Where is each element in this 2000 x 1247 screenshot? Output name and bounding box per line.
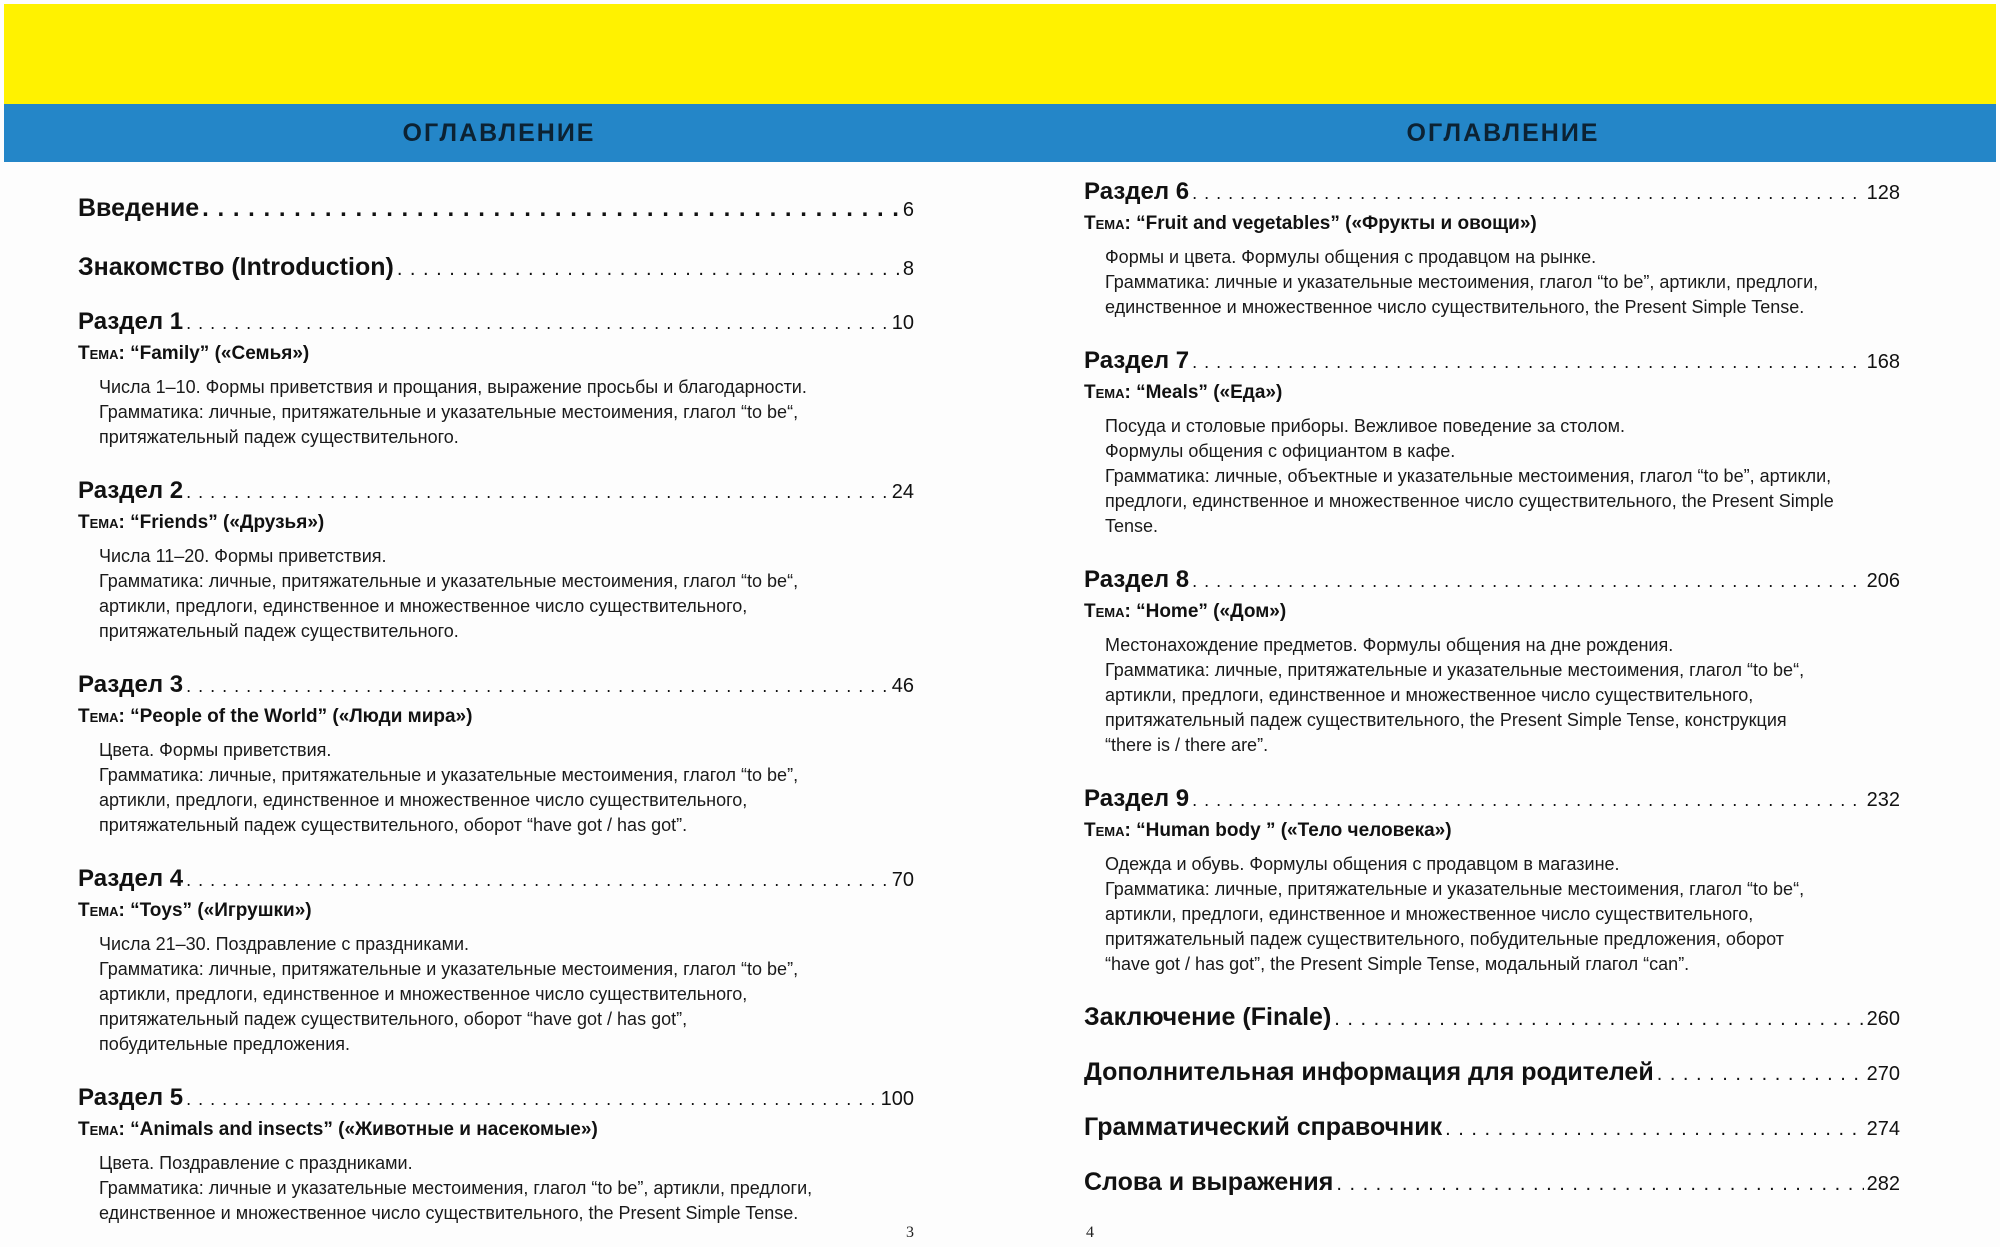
- theme-label: Тема:: [1084, 601, 1131, 622]
- description-line: “have got / has got”, the Present Simple Tense, модальный глагол “can”.: [1105, 954, 1690, 974]
- theme-text: “People of the World” («Люди мира»): [130, 706, 473, 727]
- description-line: Числа 21–30. Поздравление с праздниками.: [99, 934, 470, 954]
- section-title: Раздел 4: [78, 865, 184, 892]
- toc-section-6: [1084, 178, 1900, 320]
- section-title: Раздел 2: [78, 477, 184, 504]
- toc-section-heading[interactable]: [78, 671, 914, 699]
- section-description: [1105, 414, 1900, 539]
- theme-text: “Friends” («Друзья»): [130, 512, 325, 533]
- toc-entry-finale[interactable]: [1084, 1003, 1900, 1032]
- section-description: [99, 932, 914, 1057]
- description-line: Грамматика: личные, притяжательные и указательные местоимения, глагол “to be”,: [99, 765, 799, 785]
- description-line: Грамматика: личные, притяжательные и указательные местоимения, глагол “to be”,: [99, 959, 799, 979]
- toc-entry-title: Знакомство (Introduction): [78, 253, 394, 281]
- description-line: притяжательный падеж существительного, побудительные предложения, оборот: [1105, 929, 1785, 949]
- description-line: единственное и множественное число существительного, the Present Simple Tense.: [99, 1203, 799, 1223]
- toc-entry-acquaintance[interactable]: [78, 253, 914, 282]
- theme-text: “Animals and insects” («Животные и насекомые»): [130, 1119, 598, 1140]
- toc-entry-title: Дополнительная информация для родителей: [1084, 1058, 1654, 1086]
- top-yellow-band: [4, 4, 1996, 104]
- description-line: Формулы общения с официантом в кафе.: [1105, 441, 1456, 461]
- theme-label: Тема:: [78, 343, 125, 364]
- dot-leader: [186, 482, 889, 503]
- description-line: Грамматика: личные и указательные местоимения, глагол “to be”, артикли, предлоги,: [99, 1178, 813, 1198]
- toc-page-number: 70: [891, 869, 914, 891]
- toc-section-2: [78, 477, 914, 644]
- dot-leader: [1192, 571, 1864, 592]
- toc-entry-grammar-reference[interactable]: [1084, 1113, 1900, 1142]
- toc-entry-intro[interactable]: [78, 194, 914, 223]
- section-description: [99, 544, 914, 644]
- section-theme: [78, 512, 914, 534]
- description-line: артикли, предлоги, единственное и множественное число существительного,: [99, 984, 748, 1004]
- toc-section-1: [78, 308, 914, 450]
- toc-section-heading[interactable]: [1084, 566, 1900, 594]
- description-line: артикли, предлоги, единственное и множественное число существительного,: [1105, 685, 1754, 705]
- toc-page-number: 270: [1866, 1063, 1900, 1085]
- description-line: Формы и цвета. Формулы общения с продавцом на рынке.: [1105, 247, 1597, 267]
- toc-section-heading[interactable]: [78, 477, 914, 505]
- theme-label: Тема:: [1084, 382, 1131, 403]
- description-line: Числа 11–20. Формы приветствия.: [99, 546, 387, 566]
- dot-leader: [1334, 1008, 1863, 1031]
- description-line: Грамматика: личные и указательные местоимения, глагол “to be”, артикли, предлоги,: [1105, 272, 1819, 292]
- dot-leader: [1192, 352, 1864, 373]
- dot-leader: [186, 1089, 878, 1110]
- left-page-heading: ОГЛАВЛЕНИЕ: [402, 119, 596, 147]
- toc-page-number: 10: [891, 312, 914, 334]
- section-theme: [1084, 820, 1900, 842]
- description-line: единственное и множественное число существительного, the Present Simple Tense.: [1105, 297, 1805, 317]
- dot-leader: [397, 258, 900, 281]
- section-theme: [78, 900, 914, 922]
- toc-entry-vocabulary[interactable]: [1084, 1168, 1900, 1197]
- description-line: Местонахождение предметов. Формулы общения на дне рождения.: [1105, 635, 1674, 655]
- description-line: притяжательный падеж существительного, оборот “have got / has got”.: [99, 815, 688, 835]
- description-line: Грамматика: личные, притяжательные и указательные местоимения, глагол “to be“,: [99, 402, 799, 422]
- section-description: [1105, 852, 1900, 977]
- section-title: Раздел 9: [1084, 785, 1190, 812]
- section-description: [1105, 633, 1900, 758]
- description-line: артикли, предлоги, единственное и множественное число существительного,: [99, 790, 748, 810]
- description-line: артикли, предлоги, единственное и множественное число существительного,: [1105, 904, 1754, 924]
- theme-text: “Home” («Дом»): [1136, 601, 1287, 622]
- dot-leader: [1192, 183, 1864, 204]
- toc-page-number: 128: [1866, 182, 1900, 204]
- section-theme: [78, 706, 914, 728]
- toc-page-number: 46: [891, 675, 914, 697]
- description-line: Грамматика: личные, объектные и указательные местоимения, глагол “to be”, артикли,: [1105, 466, 1832, 486]
- toc-section-8: [1084, 566, 1900, 758]
- section-theme: [78, 1119, 914, 1141]
- dot-leader: [202, 195, 900, 223]
- toc-page-number: 6: [902, 199, 914, 221]
- toc-section-7: [1084, 347, 1900, 539]
- description-line: Грамматика: личные, притяжательные и указательные местоимения, глагол “to be“,: [99, 571, 799, 591]
- section-title: Раздел 6: [1084, 178, 1190, 205]
- description-line: “there is / there are”.: [1105, 735, 1269, 755]
- dot-leader: [186, 313, 889, 334]
- theme-text: “Toys” («Игрушки»): [130, 900, 312, 921]
- description-line: Цвета. Поздравление с праздниками.: [99, 1153, 413, 1173]
- section-description: [99, 738, 914, 838]
- toc-entry-title: Заключение (Finale): [1084, 1003, 1332, 1031]
- theme-label: Тема:: [78, 706, 125, 727]
- dot-leader: [1657, 1063, 1864, 1086]
- section-description: [99, 375, 914, 450]
- toc-entry-title: Введение: [78, 194, 200, 222]
- section-title: Раздел 7: [1084, 347, 1190, 374]
- toc-section-5: [78, 1084, 914, 1226]
- toc-entry-parents-info[interactable]: [1084, 1058, 1900, 1087]
- description-line: Грамматика: личные, притяжательные и указательные местоимения, глагол “to be“,: [1105, 660, 1805, 680]
- theme-label: Тема:: [78, 900, 125, 921]
- section-theme: [1084, 601, 1900, 623]
- description-line: Числа 1–10. Формы приветствия и прощания, выражение просьбы и благодарности.: [99, 377, 807, 397]
- section-title: Раздел 8: [1084, 566, 1190, 593]
- toc-page-number: 100: [880, 1088, 914, 1110]
- theme-text: “Fruit and vegetables” («Фрукты и овощи»): [1136, 213, 1537, 234]
- dot-leader: [1336, 1173, 1863, 1196]
- toc-page-number: 260: [1866, 1008, 1900, 1030]
- section-title: Раздел 5: [78, 1084, 184, 1111]
- section-description: [99, 1151, 914, 1226]
- description-line: Одежда и обувь. Формулы общения с продавцом в магазине.: [1105, 854, 1620, 874]
- right-page-number: 4: [1086, 1224, 1094, 1241]
- theme-text: “Family” («Семья»): [130, 343, 310, 364]
- right-toc-column: [1084, 178, 1900, 1197]
- theme-label: Тема:: [78, 1119, 125, 1140]
- dot-leader: [186, 870, 889, 891]
- description-line: притяжательный падеж существительного, оборот “have got / has got”,: [99, 1009, 688, 1029]
- dot-leader: [1192, 790, 1864, 811]
- theme-label: Тема:: [1084, 213, 1131, 234]
- toc-section-heading[interactable]: [1084, 178, 1900, 206]
- theme-label: Тема:: [78, 512, 125, 533]
- toc-section-heading[interactable]: [78, 865, 914, 893]
- theme-text: “Human body ” («Тело человека»): [1136, 820, 1452, 841]
- theme-label: Тема:: [1084, 820, 1131, 841]
- section-title: Раздел 3: [78, 671, 184, 698]
- dot-leader: [186, 676, 889, 697]
- toc-page-number: 274: [1866, 1118, 1900, 1140]
- toc-entry-title: Грамматический справочник: [1084, 1113, 1443, 1141]
- theme-text: “Meals” («Еда»): [1136, 382, 1283, 403]
- description-line: притяжательный падеж существительного, the Present Simple Tense, конструкция: [1105, 710, 1787, 730]
- toc-section-heading[interactable]: [78, 308, 914, 336]
- description-line: Tense.: [1105, 516, 1159, 536]
- toc-page-number: 232: [1866, 789, 1900, 811]
- section-description: [1105, 245, 1900, 320]
- description-line: побудительные предложения.: [99, 1034, 351, 1054]
- toc-page-number: 168: [1866, 351, 1900, 373]
- toc-page-number: 24: [891, 481, 914, 503]
- left-page-number: 3: [906, 1224, 914, 1241]
- section-theme: [1084, 213, 1900, 235]
- section-theme: [78, 343, 914, 365]
- toc-entry-title: Слова и выражения: [1084, 1168, 1334, 1196]
- description-line: притяжательный падеж существительного.: [99, 427, 459, 447]
- toc-section-heading[interactable]: [1084, 785, 1900, 813]
- toc-section-4: [78, 865, 914, 1057]
- toc-section-9: [1084, 785, 1900, 977]
- description-line: предлоги, единственное и множественное число существительного, the Present Simple: [1105, 491, 1834, 511]
- toc-page-number: 206: [1866, 570, 1900, 592]
- description-line: Посуда и столовые приборы. Вежливое поведение за столом.: [1105, 416, 1625, 436]
- toc-section-heading[interactable]: [1084, 347, 1900, 375]
- description-line: притяжательный падеж существительного.: [99, 621, 459, 641]
- description-line: артикли, предлоги, единственное и множественное число существительного,: [99, 596, 748, 616]
- toc-section-heading[interactable]: [78, 1084, 914, 1112]
- section-title: Раздел 1: [78, 308, 184, 335]
- left-toc-column: [78, 175, 914, 1226]
- toc-page-number: 8: [902, 258, 914, 280]
- right-page-heading: ОГЛАВЛЕНИЕ: [1406, 119, 1600, 147]
- toc-section-3: [78, 671, 914, 838]
- section-theme: [1084, 382, 1900, 404]
- dot-leader: [1445, 1118, 1864, 1141]
- description-line: Грамматика: личные, притяжательные и указательные местоимения, глагол “to be“,: [1105, 879, 1805, 899]
- toc-page-number: 282: [1866, 1173, 1900, 1195]
- description-line: Цвета. Формы приветствия.: [99, 740, 332, 760]
